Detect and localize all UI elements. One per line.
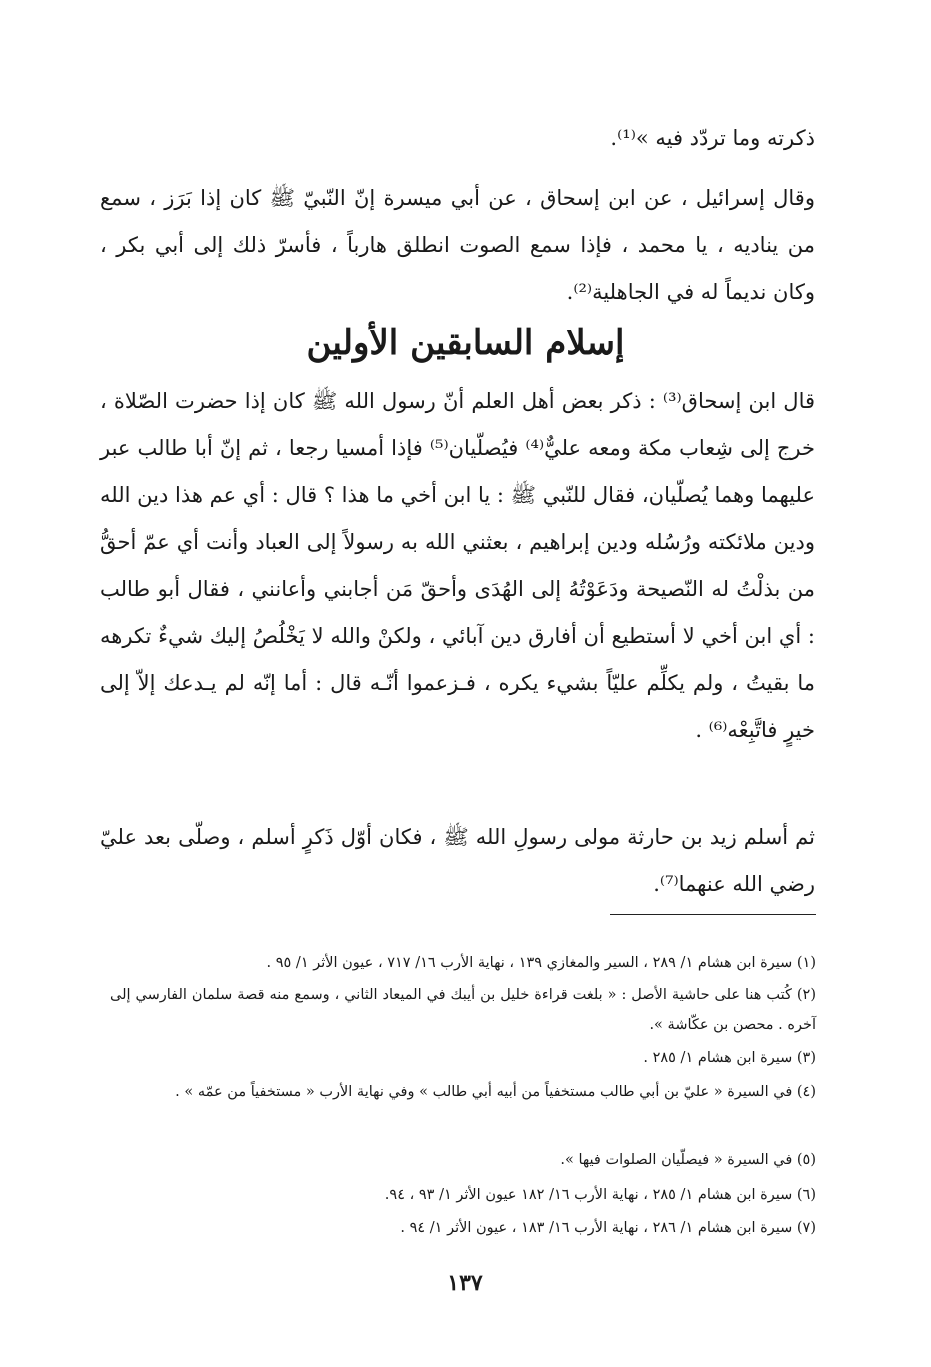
paragraph-ibn-ishaq: قال ابن إسحاق⁽³⁾ : ذكر بعض أهل العلم أنّ رسول الله ﷺ كان إذا حضرت الصّلاة ، خرج إلى شِعاب مكة ومعه عليٌّ⁽⁴⁾ فيُصلّيان⁽⁵⁾ فإذا أمسيا رجعا ، ثم إنّ أبا طالب عبر عليهما وهما يُصلّيان، فقال للنّبي ﷺ : يا ابن أخي ما هذا ؟ قال : أي عم هذا دين الله ودين ملائكته ورُسُله ودين إبراهيم ، بعثني الله به رسولاً إلى العباد وأنت أي عمّ أحقُّ من بذلْتُ له النّصيحة ودَعَوْتُهُ إلى الهُدَى وأحقّ مَن أجابني وأعانني ، فقال أبو طالب : أي ابن أخي لا أستطيع أن أفارق دين آبائي ، ولكنْ والله لا يَخْلُصُ إليك شيءٌ تكرهه ما بقيتُ ، ولم يكلِّم عليّاً بشيء يكره ، فـزعموا أنّـه قال : أما إنّه لم يـدعك إلاّ إلى خيرٍ فاتَّبِعْه⁽⁶⁾ . — [100, 389, 816, 742]
footnote-2: (٢) كُتب هنا على حاشية الأصل : « بلغت قراءة خليل بن أيبك في الميعاد الثاني ، وسمع منه قصة سلمان الفارسي إلى آخره . محصن بن عكّاشة ». — [110, 987, 816, 1033]
footnote-1: (١) سيرة ابن هشام ١/ ٢٨٩ ، السير والمغازي ١٣٩ ، نهاية الأرب ١٦/ ٧١٧ ، عيون الأثر ١/ ٩٥ . — [266, 955, 816, 971]
footnote-divider — [610, 914, 816, 915]
footnote-3: (٣) سيرة ابن هشام ١/ ٢٨٥ . — [643, 1050, 816, 1066]
paragraph-continuation: ذكرته وما تردّد فيه »⁽¹⁾. — [610, 126, 815, 150]
footnote-7: (٧) سيرة ابن هشام ١/ ٢٨٦ ، نهاية الأرب ١٦/ ١٨٣ ، عيون الأثر ١/ ٩٤ . — [400, 1220, 816, 1236]
footnote-4: (٤) في السيرة « عليّ بن أبي طالب مستخفياً من أبيه أبي طالب » وفي نهاية الأرب « مستخفياً من عمّه » . — [175, 1084, 816, 1100]
section-heading: إسلام السابقين الأولين — [306, 323, 625, 363]
footnote-6: (٦) سيرة ابن هشام ١/ ٢٨٥ ، نهاية الأرب ١٦/ ١٨٢ عيون الأثر ١/ ٩٣ ، ٩٤. — [384, 1187, 816, 1203]
footnote-5: (٥) في السيرة « فيصلّيان الصلوات فيها ». — [560, 1152, 816, 1168]
page-number: ١٣٧ — [447, 1270, 483, 1296]
paragraph-israil: وقال إسرائيل ، عن ابن إسحاق ، عن أبي ميسرة إنّ النّبيّ ﷺ كان إذا بَرَز ، سمع من يناديه ، يا محمد ، فإذا سمع الصوت انطلق هارباً ، فأسرّ ذلك إلى أبي بكر ، وكان نديماً له في الجاهلية⁽²⁾. — [100, 186, 815, 304]
paragraph-zayd: ثم أسلم زيد بن حارثة مولى رسولِ الله ﷺ ، فكان أوّل ذَكرٍ أسلم ، وصلّى بعد عليّ رضي الله عنهما⁽⁷⁾. — [100, 825, 815, 896]
